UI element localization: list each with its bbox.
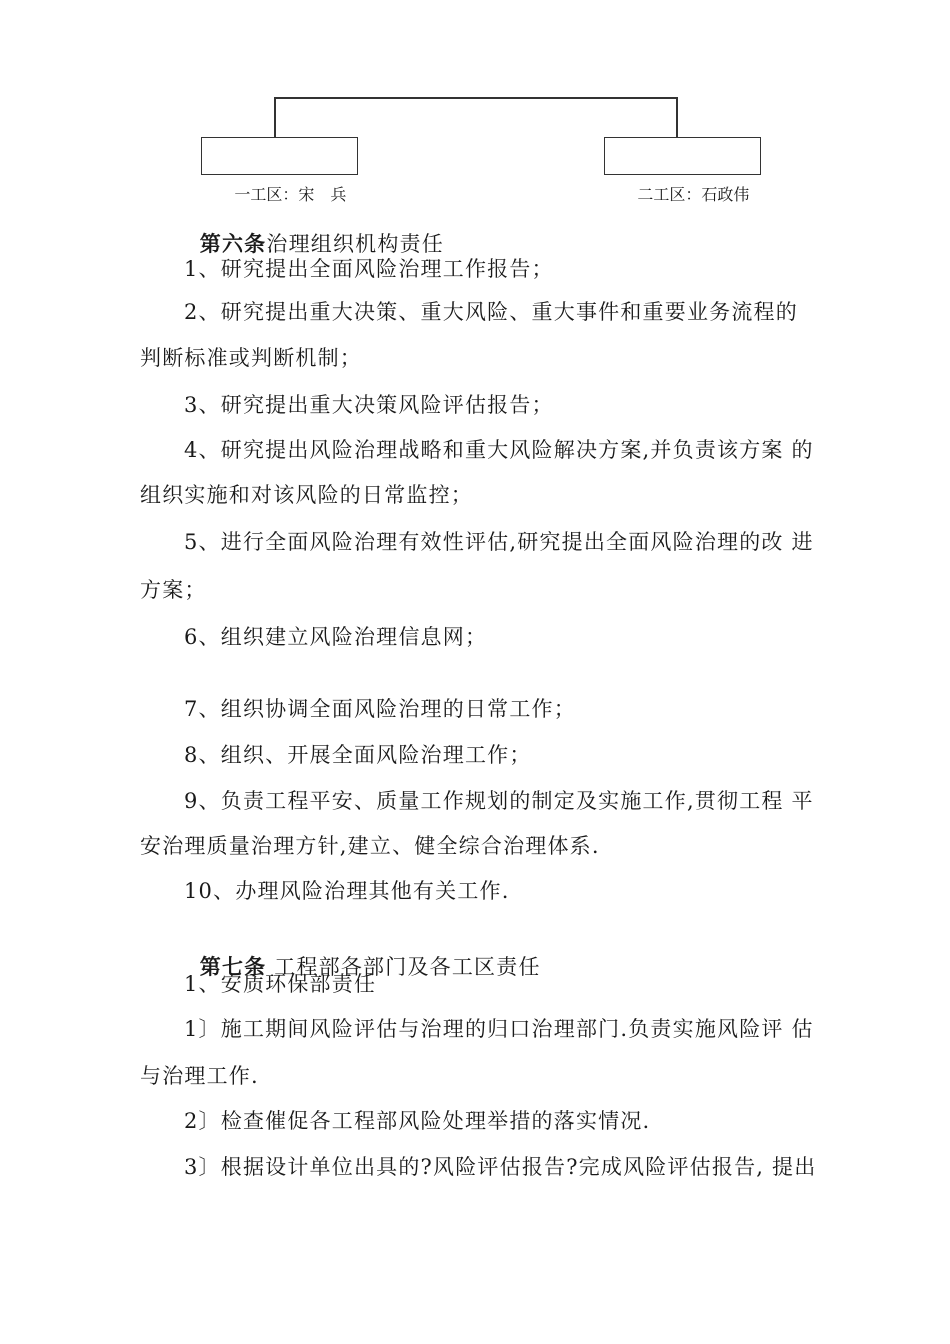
article7-line: 1〕施工期间风险评估与治理的归口治理部门.负责实施风险评 估	[184, 1017, 814, 1041]
org-box-zone1	[201, 137, 358, 204]
org-box-zone2-label: 二工区：石政伟	[637, 185, 750, 204]
article6-line: 10、办理风险治理其他有关工作.	[184, 879, 510, 903]
org-box-zone2	[604, 137, 761, 204]
article7-line: 1、安质环保部责任	[184, 972, 377, 996]
article6-line: 5、进行全面风险治理有效性评估,研究提出全面风险治理的改 进	[184, 530, 814, 554]
article6-line: 9、负责工程平安、质量工作规划的制定及实施工作,贯彻工程 平	[184, 789, 814, 813]
connector-top-line	[274, 97, 677, 99]
article6-line: 方案；	[140, 578, 207, 602]
article6-heading-number: 第六条	[199, 231, 267, 256]
article7-line: 2〕检查催促各工程部风险处理举措的落实情况.	[184, 1109, 651, 1133]
article6-line: 4、研究提出风险治理战略和重大风险解决方案,并负责该方案 的	[184, 438, 814, 462]
article6-heading-title: 治理组织机构责任	[266, 232, 444, 256]
article7-line: 3〕根据设计单位出具的?风险评估报告?完成风险评估报告, 提出	[184, 1155, 817, 1179]
article6-line: 组织实施和对该风险的日常监控；	[140, 483, 473, 507]
article6-line: 判断标准或判断机制；	[140, 346, 362, 370]
article7-line: 与治理工作.	[140, 1064, 259, 1088]
article6-line: 8、组织、开展全面风险治理工作；	[184, 743, 532, 767]
org-box-zone1-label: 一工区：宋 兵	[234, 185, 347, 204]
article6-line: 1、研究提出全面风险治理工作报告；	[184, 257, 554, 281]
article6-line: 6、组织建立风险治理信息网；	[184, 625, 488, 649]
article6-line: 安治理质量治理方针,建立、健全综合治理体系.	[140, 834, 600, 858]
article6-line: 3、研究提出重大决策风险评估报告；	[184, 393, 554, 417]
connector-left-line	[274, 97, 276, 137]
connector-right-line	[676, 97, 678, 137]
org-chart	[0, 0, 950, 204]
article6-line: 2、研究提出重大决策、重大风险、重大事件和重要业务流程的	[184, 300, 798, 324]
article7-heading-title: 工程部各部门及各工区责任	[266, 955, 541, 979]
article7-heading-number: 第七条	[199, 954, 267, 979]
article6-line: 7、组织协调全面风险治理的日常工作；	[184, 697, 576, 721]
article6-heading	[184, 199, 834, 259]
